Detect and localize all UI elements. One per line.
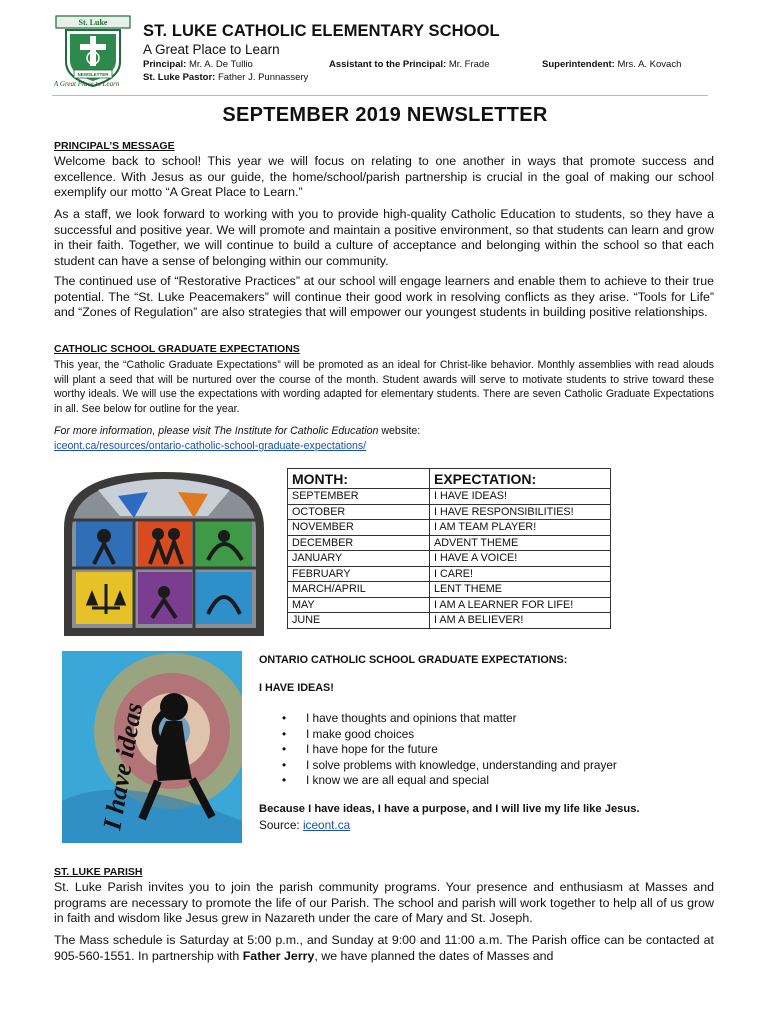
month-cell: JUNE: [288, 613, 430, 629]
school-logo: [52, 14, 134, 90]
principal: [143, 59, 253, 70]
header-divider: [52, 95, 708, 96]
pastor-row: [143, 72, 308, 83]
list-item: • I make good choices: [282, 727, 617, 743]
table-row: [288, 551, 611, 567]
superintendent: [542, 59, 681, 70]
month-cell: FEBRUARY: [288, 566, 430, 582]
source-link[interactable]: iceont.ca: [302, 818, 351, 832]
parish-p2-bold: Father Jerry: [242, 948, 315, 963]
principal-message-p1: Welcome back to school! This year we will focus on relating to one another in ways that promote success and excellence. With Jesus as our guide, the home/school/parish partnership is crucial in the goal of making our school exemplify our motto “A Great Place to Learn.”: [54, 154, 714, 199]
stained-glass-image: [58, 468, 270, 638]
month-cell: MAY: [288, 597, 430, 613]
expectation-cell: I AM A BELIEVER!: [430, 613, 611, 629]
newsletter-title: SEPTEMBER 2019 NEWSLETTER: [222, 104, 548, 126]
list-item: • I solve problems with knowledge, understanding and prayer: [282, 758, 617, 774]
column-header-month: MONTH:: [288, 469, 430, 489]
logo-text-bottom: NEWSLETTER: [77, 72, 109, 77]
logo-caption: A Great Place to Learn: [54, 80, 120, 88]
source-line: [259, 818, 350, 832]
table-row: [288, 535, 611, 551]
superintendent-label: Superintendent:: [542, 59, 615, 70]
principal-message-p3: The continued use of “Restorative Practices” at our school will engage learners and enable them to achieve to their true potential. The “St. Luke Peacemakers” will continue their good work in resolving conflicts as they arise. “Tools for Life” and “Zones of Regulation” are also strategies that will empower our youngest students in building positive relationships.: [54, 274, 714, 319]
expectation-cell: I HAVE RESPONSIBILITIES!: [430, 504, 611, 520]
superintendent-name: Mrs. A. Kovach: [617, 59, 682, 70]
ocsge-heading: ONTARIO CATHOLIC SCHOOL GRADUATE EXPECTATIONS:: [259, 654, 568, 666]
more-info-text: For more information, please visit The Institute for Catholic Education: [54, 425, 379, 437]
parish-p1: St. Luke Parish invites you to join the parish community programs. Your presence and enthusiasm at Masses and programs are necessary to promote the life of our Parish. The school and parish will work together to help all of us grow in faith and wisdom like Jesus grew in Nazareth under the care of Mary and St. Joseph.: [54, 880, 714, 925]
month-cell: DECEMBER: [288, 535, 430, 551]
table-row: [288, 613, 611, 629]
expectation-cell: I CARE!: [430, 566, 611, 582]
school-motto: A Great Place to Learn: [143, 42, 280, 57]
parish-p2-end: , we have planned the dates of Masses and: [314, 948, 554, 963]
principal-name: Mr. A. De Tullio: [188, 59, 253, 70]
table-row: [288, 597, 611, 613]
source-label: Source:: [259, 818, 303, 832]
principal-label: Principal:: [143, 59, 187, 70]
month-cell: SEPTEMBER: [288, 489, 430, 505]
list-item: • I know we are all equal and special: [282, 773, 617, 789]
table-row: [288, 504, 611, 520]
expectation-cell: ADVENT THEME: [430, 535, 611, 551]
month-cell: NOVEMBER: [288, 520, 430, 536]
i-have-ideas-heading: I HAVE IDEAS!: [259, 682, 334, 694]
expectation-cell: I HAVE IDEAS!: [430, 489, 611, 505]
ideas-image-text: I have ideas: [97, 700, 149, 833]
more-info: [54, 424, 714, 439]
column-header-expectation: EXPECTATION:: [430, 469, 611, 489]
iceont-expectations-link[interactable]: iceont.ca/resources/ontario-catholic-school-graduate-expectations/: [54, 440, 367, 452]
ideas-bullet-list: [282, 711, 617, 789]
expectation-cell: LENT THEME: [430, 582, 611, 598]
principal-message-heading: PRINCIPAL’S MESSAGE: [54, 140, 175, 152]
graduate-expectations-heading: CATHOLIC SCHOOL GRADUATE EXPECTATIONS: [54, 343, 300, 355]
pastor-label: St. Luke Pastor:: [143, 72, 216, 83]
month-cell: OCTOBER: [288, 504, 430, 520]
month-cell: JANUARY: [288, 551, 430, 567]
table-row: [288, 566, 611, 582]
expectation-cell: I AM A LEARNER FOR LIFE!: [430, 597, 611, 613]
purpose-statement: Because I have ideas, I have a purpose, and I will live my life like Jesus.: [259, 803, 640, 815]
logo-text-top: St. Luke: [78, 18, 108, 27]
more-info-suffix: website:: [378, 425, 421, 437]
expectations-table: [287, 468, 611, 629]
parish-heading: ST. LUKE PARISH: [54, 866, 143, 878]
list-item: • I have thoughts and opinions that matter: [282, 711, 617, 727]
table-row: [288, 582, 611, 598]
list-item: • I have hope for the future: [282, 742, 617, 758]
principal-message-p2: As a staff, we look forward to working with you to provide high-quality Catholic Education to students, so they have a successful and positive year. We will promote and maintain a positive environment, so that students can learn and grow in their faith. Together, we will continue to build a culture of acceptance and belonging within the school so that each student can have a sense of belonging within our community.: [54, 207, 714, 268]
parish-p2: [54, 933, 714, 964]
graduate-expectations-p1: This year, the “Catholic Graduate Expectations” will be promoted as an ideal for Christ-like behavior. Monthly assemblies with read alouds will plant a seed that will be nurtured over the course of the month. Student awards will serve to motivate students to strive toward these worthy ideals. We will use the expectations with wording adapted for elementary students. There are seven Catholic Graduate Expectations in all. See below for outline for the year.: [54, 359, 714, 416]
table-row: [288, 489, 611, 505]
i-have-ideas-image: [62, 651, 242, 843]
table-header-row: [288, 469, 611, 489]
month-cell: MARCH/APRIL: [288, 582, 430, 598]
school-name: ST. LUKE CATHOLIC ELEMENTARY SCHOOL: [143, 22, 500, 40]
assistant-principal: [329, 59, 489, 70]
parish-p2-start: The Mass schedule is Saturday at 5:00 p.m., and Sunday at 9:00 and 11:00 a.m. The Parish office can be contacted at 905-560-1551. In partnership with: [54, 933, 714, 963]
expectation-cell: I HAVE A VOICE!: [430, 551, 611, 567]
assistant-name: Mr. Frade: [448, 59, 490, 70]
expectation-cell: I AM TEAM PLAYER!: [430, 520, 611, 536]
table-row: [288, 520, 611, 536]
pastor-name: Father J. Punnassery: [217, 72, 309, 83]
assistant-label: Assistant to the Principal:: [329, 59, 447, 70]
